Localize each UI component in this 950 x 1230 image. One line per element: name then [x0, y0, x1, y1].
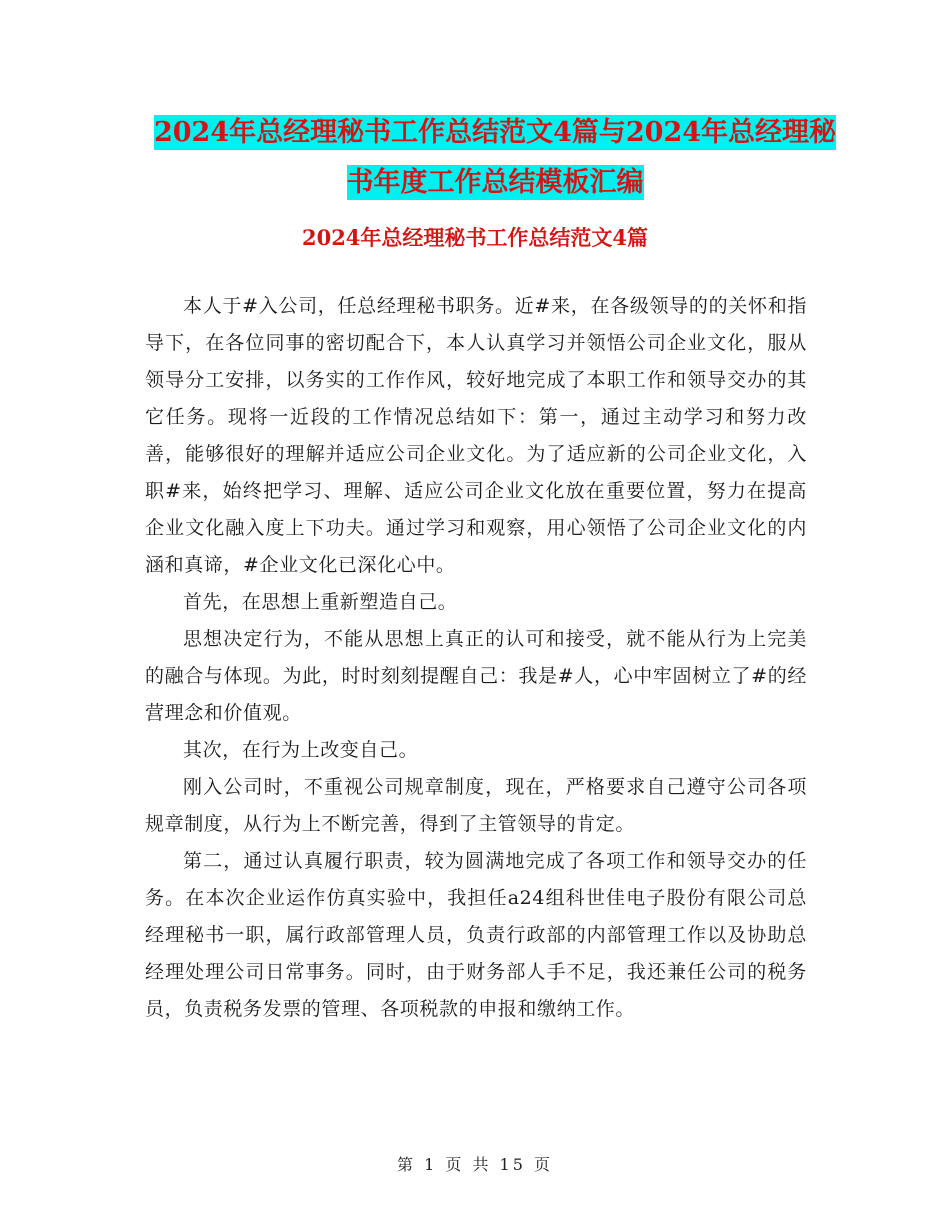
document-title	[145, 108, 845, 208]
paragraph: 第二，通过认真履行职责，较为圆满地完成了各项工作和领导交办的任务。在本次企业运作仿真实验中，我担任a24组科世佳电子股份有限公司总经理秘书一职，属行政部管理人员，负责行政部的内部管理工作以及协助总经理处理公司日常事务。同时，由于财务部人手不足，我还兼任公司的税务员，负责税务发票的管理、各项税款的申报和缴纳工作。	[145, 850, 807, 1020]
paragraph: 本人于#入公司，任总经理秘书职务。近#来，在各级领导的的关怀和指导下，在各位同事的密切配合下，本人认真学习并领悟公司企业文化，服从领导分工安排，以务实的工作作风，较好地完成了本职工作和领导交办的其它任务。现将一近段的工作情况总结如下：第一，通过主动学习和努力改善，能够很好的理解并适应公司企业文化。为了适应新的公司企业文化，入职#来，始终把学习、理解、适应公司企业文化放在重要位置，努力在提高企业文化融入度上下功夫。通过学习和观察，用心领悟了公司企业文化的内涵和真谛，#企业文化已深化心中。	[145, 295, 807, 576]
paragraph: 首先，在思想上重新塑造自己。	[183, 591, 458, 613]
paragraph: 刚入公司时，不重视公司规章制度，现在，严格要求自己遵守公司各项规章制度，从行为上不断完善，得到了主管领导的肯定。	[145, 776, 807, 835]
page-number-footer: 第 1 页 共 15 页	[397, 1155, 553, 1174]
paragraph: 思想决定行为，不能从思想上真正的认可和接受，就不能从行为上完美的融合与体现。为此，时时刻刻提醒自己：我是#人，心中牢固树立了#的经营理念和价值观。	[145, 628, 807, 724]
section-title: 2024年总经理秘书工作总结范文4篇	[301, 225, 649, 250]
document-title-text: 2024年总经理秘书工作总结范文4篇与2024年总经理秘书年度工作总结模板汇编	[153, 117, 837, 198]
paragraph: 其次，在行为上改变自己。	[183, 739, 419, 761]
document-body	[145, 288, 807, 1028]
